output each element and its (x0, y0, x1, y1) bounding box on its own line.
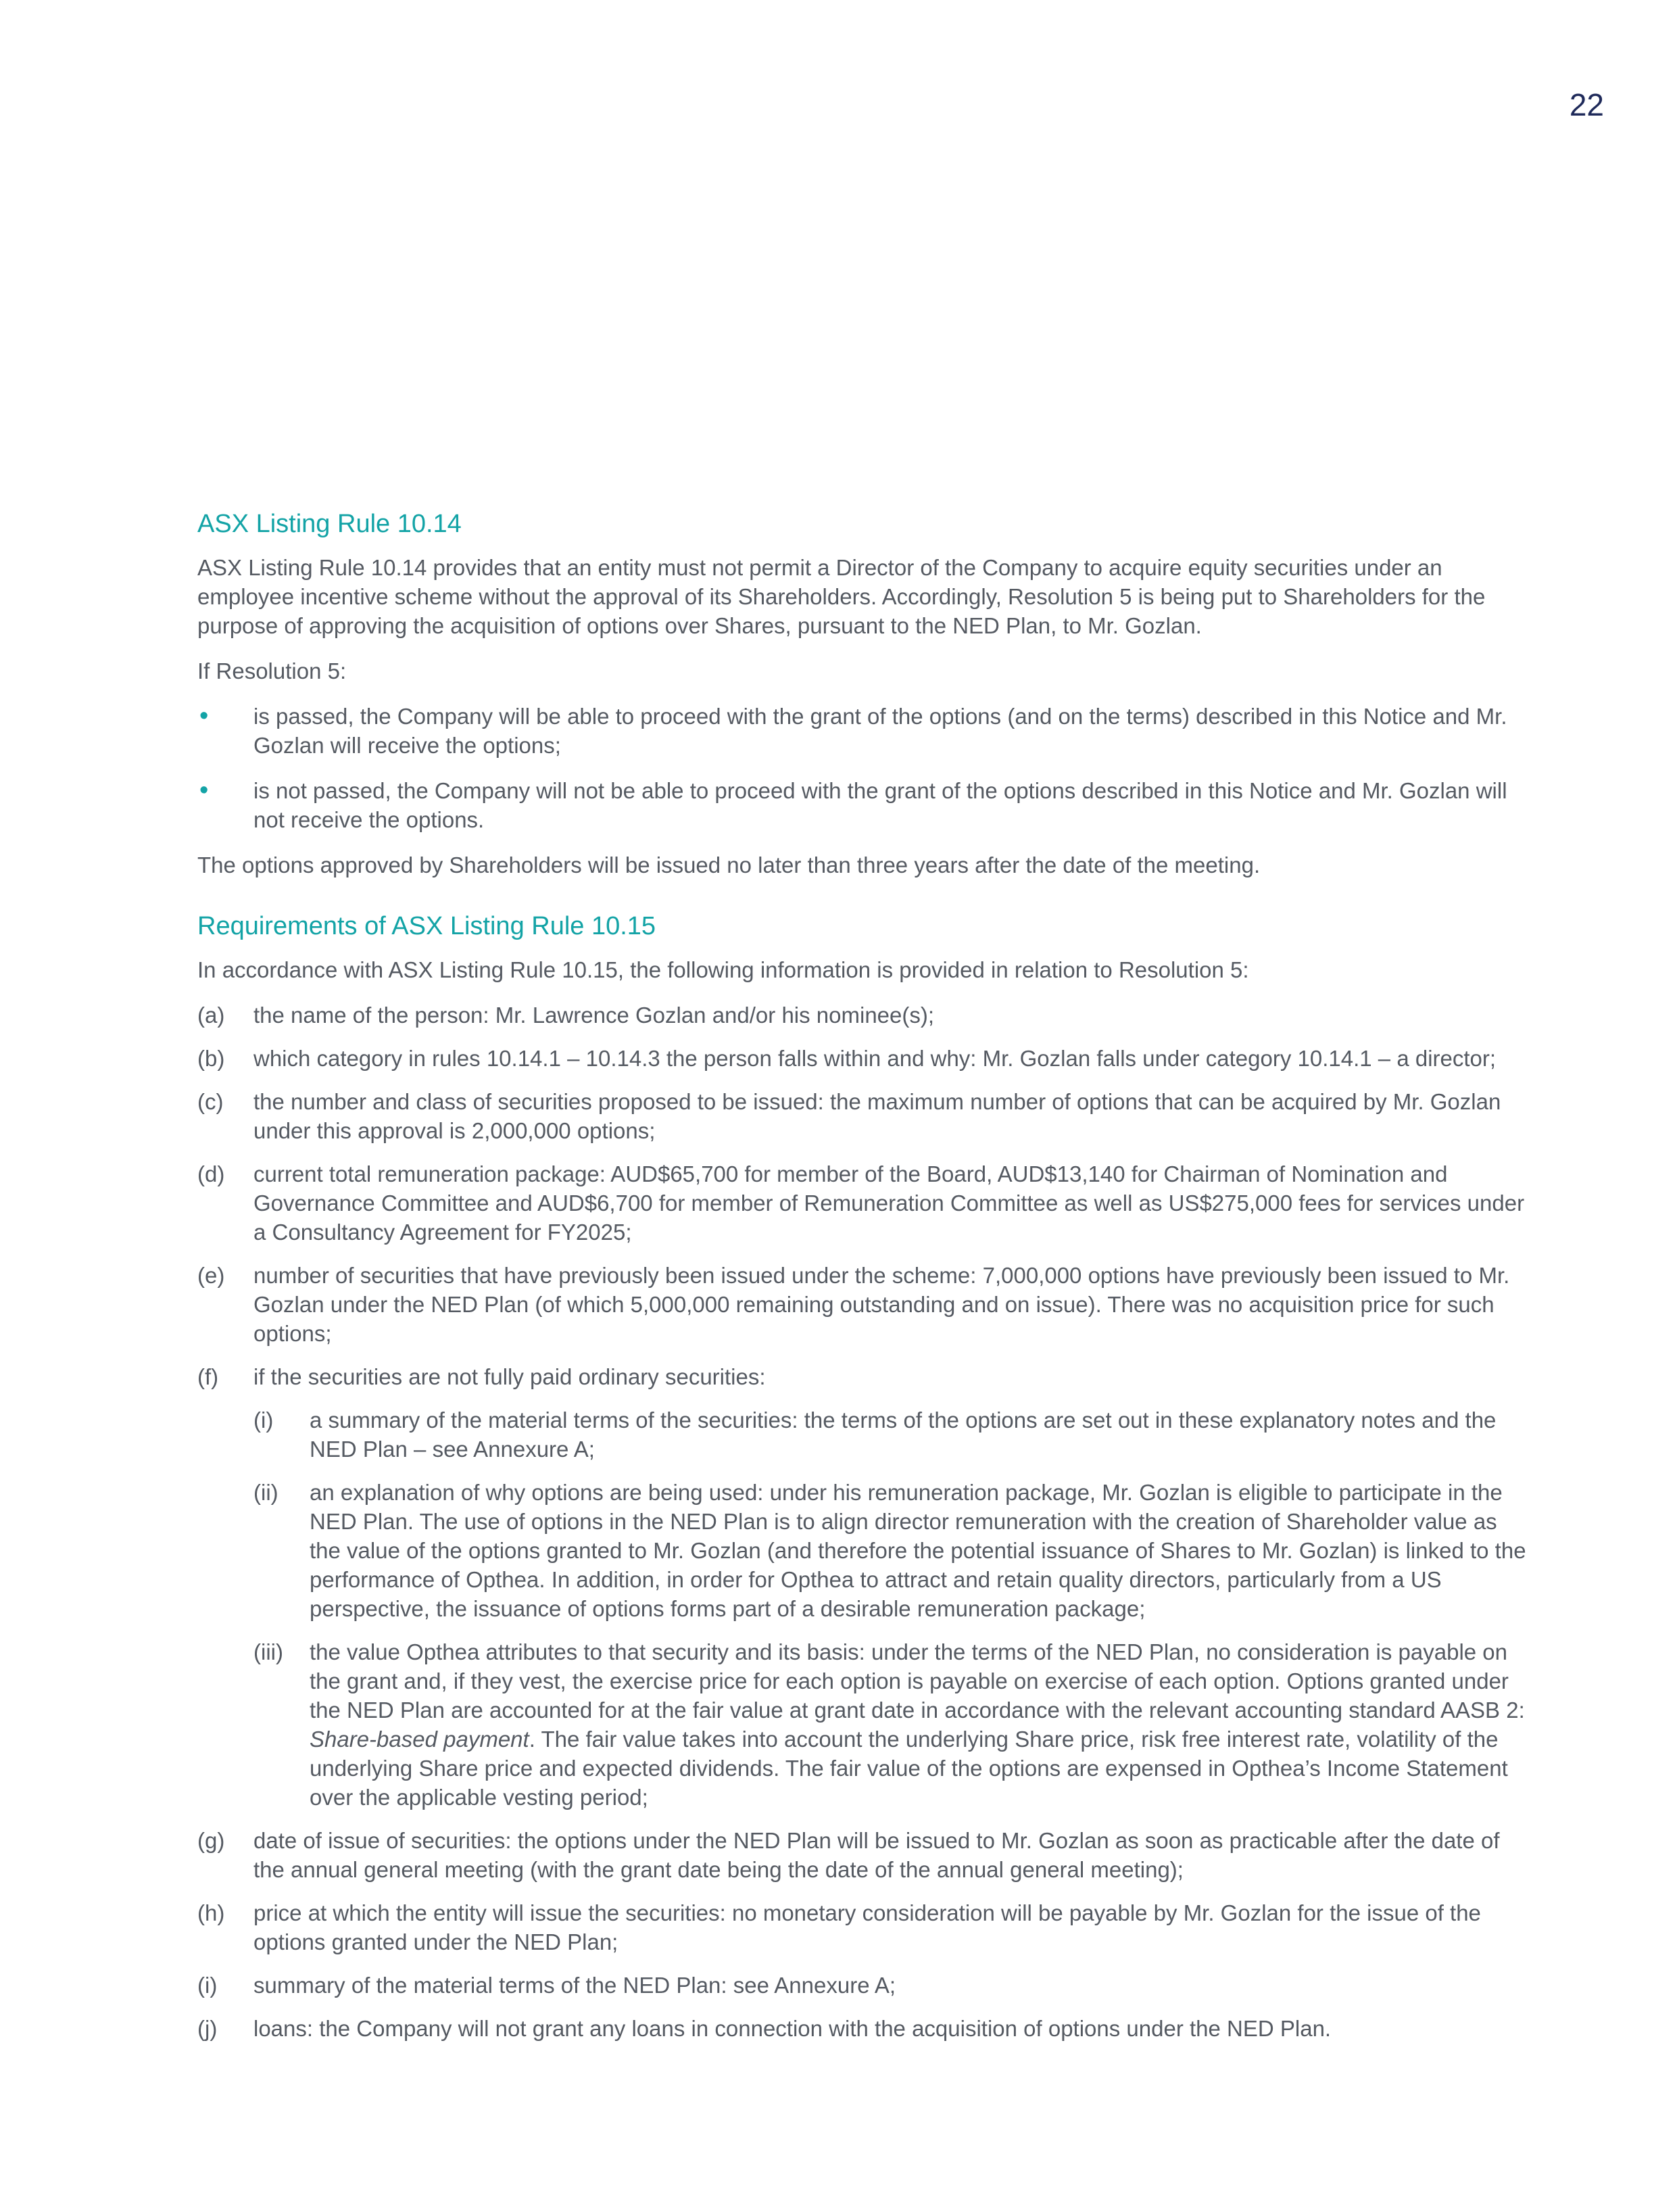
bullet-icon: • (199, 702, 209, 730)
paragraph-rule-10-15-intro: In accordance with ASX Listing Rule 10.15, the following information is provided in relation to Resolution 5: (197, 957, 1249, 982)
list-item: (j) loans: the Company will not grant any loans in connection with the acquisition of options under the NED Plan. (197, 2016, 1332, 2041)
list-item: (f) if the securities are not fully paid ordinary securities: (i) a summary of the material terms of the securities: the terms of the options are set out in these explanatory notes and the NED Plan – see Annexure A; (ii) an explanation of why options are being used: under his remuneration package, Mr. Gozlan is eligible to participate in the NED Plan. The use of options in the NED Plan is to align director remuneration with the creation of Shareholder value as the value of the options granted to Mr. Gozlan (and therefore the potential issuance of Shares to Mr. Gozlan) is linked to the performance of Opthea. In addition, in order for Opthea to attract and retain quality directors, particularly from a US perspective, the issuance of options forms part of a desirable remuneration package; (iii) the value Opthea attributes to that security and its basis: under the terms of the NED Plan, no consideration is payable on the grant and, if they vest, the exercise price for each option is payable on exercise of each option. Options granted under the NED Plan are accounted for at the fair value at grant date in accordance with the relevant accounting standard AASB 2: Share-based payment. The fair value takes into account the underlying Share price, risk free interest rate, volatility of the underlying Share price and expected dividends. The fair value of the options are expensed in Opthea’s Income Statement over the applicable vesting period; (197, 1362, 1529, 1812)
resolution-outcomes-list (197, 702, 1529, 834)
list-item: (e) number of securities that have previously been issued under the scheme: 7,000,000 options have previously been issued to Mr. Gozlan under the NED Plan (of which 5,000,000 remaining outstanding and on issue). There was no acquisition price for such options; (197, 1263, 1510, 1346)
list-item: (ii) an explanation of why options are being used: under his remuneration package, Mr. Gozlan is eligible to participate in the NED Plan. The use of options in the NED Plan is to align director remuneration with the creation of Shareholder value as the value of the options granted to Mr. Gozlan (and therefore the potential issuance of Shares to Mr. Gozlan) is linked to the performance of Opthea. In addition, in order for Opthea to attract and retain quality directors, particularly from a US perspective, the issuance of options forms part of a desirable remuneration package; (253, 1480, 1526, 1621)
list-item: (g) date of issue of securities: the options under the NED Plan will be issued to Mr. Gozlan as soon as practicable after the date of the annual general meeting (with the grant date being the date of the annual general meeting); (197, 1828, 1500, 1882)
list-item: (i) a summary of the material terms of the securities: the terms of the options are set out in these explanatory notes and the NED Plan – see Annexure A; (253, 1408, 1497, 1462)
list-item: (iii) the value Opthea attributes to that security and its basis: under the terms of the NED Plan, no consideration is payable on the grant and, if they vest, the exercise price for each option is payable on exercise of each option. Options granted under the NED Plan are accounted for at the fair value at grant date in accordance with the relevant accounting standard AASB 2: Share-based payment. The fair value takes into account the underlying Share price, risk free interest rate, volatility of the underlying Share price and expected dividends. The fair value of the options are expensed in Opthea’s Income Statement over the applicable vesting period; (253, 1639, 1525, 1810)
list-item: (h) price at which the entity will issue the securities: no monetary consideration will be payable by Mr. Gozlan for the issue of the options granted under the NED Plan; (197, 1900, 1481, 1954)
sub-requirements-list (253, 1405, 1529, 1812)
list-item: (c) the number and class of securities proposed to be issued: the maximum number of options that can be acquired by Mr. Gozlan under this approval is 2,000,000 options; (197, 1089, 1501, 1143)
paragraph-rule-10-14: ASX Listing Rule 10.14 provides that an entity must not permit a Director of the Company to acquire equity securities under an employee incentive scheme without the approval of its Shareholders. Accordingly, Resolution 5 is being put to Shareholders for the purpose of approving the acquisition of options over Shares, pursuant to the NED Plan, to Mr. Gozlan. (197, 555, 1486, 638)
section-heading-rule-10-14: ASX Listing Rule 10.14 (197, 510, 462, 538)
list-item: (b) which category in rules 10.14.1 – 10.14.3 the person falls within and why: Mr. Gozlan falls under category 10.14.1 – a director; (197, 1046, 1497, 1071)
document-body (197, 508, 1529, 2057)
paragraph-issue-timing: The options approved by Shareholders will be issued no later than three years after the date of the meeting. (197, 852, 1261, 877)
paragraph-if-resolution: If Resolution 5: (197, 658, 347, 683)
bullet-icon: • (199, 776, 209, 804)
list-item: (i) summary of the material terms of the NED Plan: see Annexure A; (197, 1973, 896, 1998)
list-item: (a) the name of the person: Mr. Lawrence Gozlan and/or his nominee(s); (197, 1003, 935, 1028)
section-heading-rule-10-15: Requirements of ASX Listing Rule 10.15 (197, 912, 656, 940)
list-item: • is passed, the Company will be able to proceed with the grant of the options (and on the terms) described in this Notice and Mr. Gozlan will receive the options; (199, 702, 1507, 758)
list-item: (d) current total remuneration package: AUD$65,700 for member of the Board, AUD$13,140 for Chairman of Nomination and Governance Committee and AUD$6,700 for member of Remuneration Committee as well as US$275,000 fees for services under a Consultancy Agreement for FY2025; (197, 1161, 1525, 1245)
requirements-list (197, 1001, 1529, 2043)
list-item: • is not passed, the Company will not be able to proceed with the grant of the options described in this Notice and Mr. Gozlan will not receive the options. (199, 776, 1507, 832)
standard-title: Share-based payment (310, 1727, 529, 1752)
page-number: 22 (1569, 87, 1604, 122)
